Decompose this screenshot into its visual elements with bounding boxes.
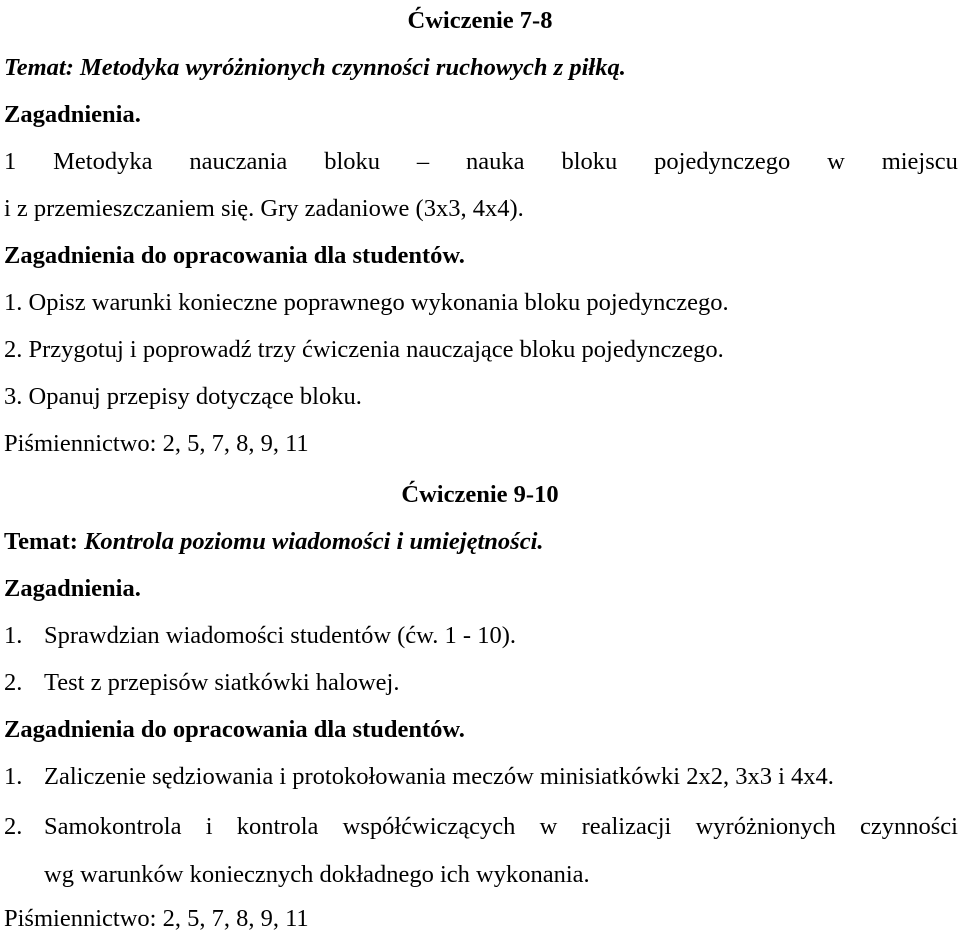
word: nauczania — [189, 148, 288, 175]
word: i — [205, 813, 213, 840]
section1-issues-label: Zagadnienia. — [4, 101, 141, 128]
word: czynności — [860, 813, 958, 840]
section2-literature: Piśmiennictwo: 2, 5, 7, 8, 9, 11 — [4, 905, 309, 932]
word: – — [416, 148, 430, 175]
word: w — [539, 813, 558, 840]
item-number: 1. — [4, 763, 23, 790]
word: w — [827, 148, 845, 175]
word: pojedynczego — [654, 148, 791, 175]
item-number: 2. — [4, 669, 23, 696]
word: miejscu — [881, 148, 958, 175]
section2-topic-label: Temat: — [4, 528, 85, 555]
section1-student-issues-label: Zagadnienia do opracowania dla studentów. — [4, 242, 465, 269]
section2-heading: Ćwiczenie 9-10 — [401, 481, 559, 508]
section1-issue-line1 — [4, 147, 958, 177]
word: nauka — [466, 148, 525, 175]
word: bloku — [561, 148, 618, 175]
section2-issue — [4, 668, 958, 698]
section2-student-item — [4, 762, 958, 792]
section1-heading: Ćwiczenie 7-8 — [407, 7, 553, 34]
section1-student-item: 2. Przygotuj i poprowadź trzy ćwiczenia nauczające bloku pojedynczego. — [4, 336, 724, 363]
word: współćwiczących — [342, 813, 516, 840]
item-text: Sprawdzian wiadomości studentów (ćw. 1 - 10). — [44, 622, 516, 649]
item-text-line1 — [44, 812, 958, 842]
section1-literature: Piśmiennictwo: 2, 5, 7, 8, 9, 11 — [4, 430, 309, 457]
section1-topic: Temat: Metodyka wyróżnionych czynności ruchowych z piłką. — [4, 54, 626, 81]
section2-student-item2-line2: wg warunków koniecznych dokładnego ich wykonania. — [44, 861, 590, 888]
section2-student-item — [4, 812, 958, 842]
word: Samokontrola — [44, 813, 182, 840]
section2-topic-text: Kontrola poziomu wiadomości i umiejętności. — [84, 528, 544, 555]
word: kontrola — [236, 813, 319, 840]
section1-student-item: 1. Opisz warunki konieczne poprawnego wykonania bloku pojedynczego. — [4, 289, 729, 316]
word: 1 — [4, 148, 17, 175]
section2-student-issues-label: Zagadnienia do opracowania dla studentów. — [4, 716, 465, 743]
word: Metodyka — [53, 148, 153, 175]
item-text: Test z przepisów siatkówki halowej. — [44, 669, 400, 696]
section2-issues-label: Zagadnienia. — [4, 575, 141, 602]
item-text: Zaliczenie sędziowania i protokołowania meczów minisiatkówki 2x2, 3x3 i 4x4. — [44, 763, 834, 790]
section2-topic — [4, 527, 958, 557]
section1-issue-line2: i z przemieszczaniem się. Gry zadaniowe (3x3, 4x4). — [4, 195, 524, 222]
word: realizacji — [581, 813, 672, 840]
item-number: 2. — [4, 813, 23, 840]
item-number: 1. — [4, 622, 23, 649]
word: bloku — [324, 148, 381, 175]
word: wyróżnionych — [695, 813, 836, 840]
section1-student-item: 3. Opanuj przepisy dotyczące bloku. — [4, 383, 362, 410]
section2-issue — [4, 621, 958, 651]
